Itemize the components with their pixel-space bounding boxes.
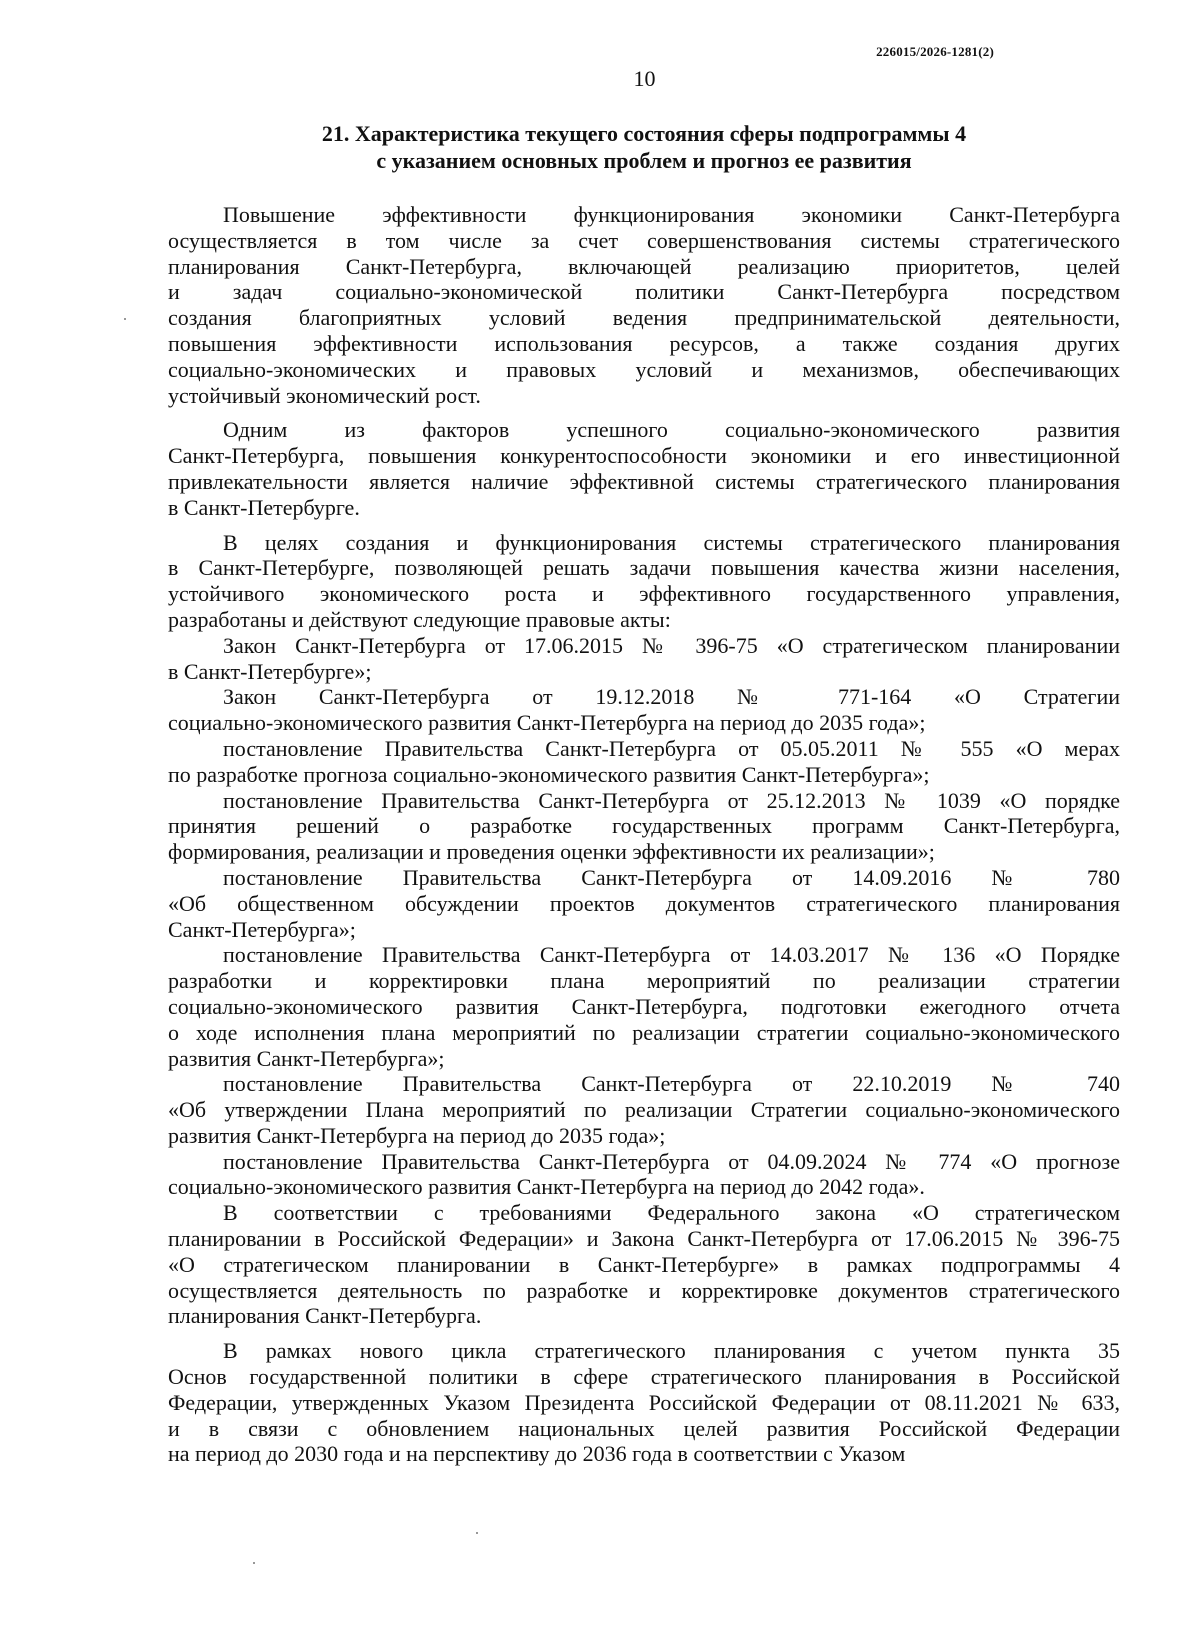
paragraph-line: постановление Правительства Санкт-Петербурга от 14.09.2016 № 780 bbox=[223, 864, 1120, 890]
paragraph-line: В соответствии с требованиями Федерального закона «О стратегическом bbox=[223, 1200, 1120, 1226]
document-body bbox=[168, 202, 1120, 1467]
paragraph-line: постановление Правительства Санкт-Петербурга от 14.03.2017 № 136 «О Порядке bbox=[223, 942, 1120, 968]
paragraph-line: устойчивый экономический рост. bbox=[168, 382, 481, 408]
paragraph bbox=[168, 202, 1120, 408]
paragraph-line: Федерации, утвержденных Указом Президента Российской Федерации от 08.11.2021 № 633, bbox=[168, 1389, 1120, 1415]
paragraph-line: «Об общественном обсуждении проектов документов стратегического планирования bbox=[168, 890, 1120, 916]
paragraph bbox=[168, 684, 1120, 736]
paragraph-line: в Санкт-Петербурге, позволяющей решать задачи повышения качества жизни населения, bbox=[168, 555, 1120, 581]
paragraph bbox=[168, 530, 1120, 633]
paragraph bbox=[168, 865, 1120, 942]
paragraph-line: осуществляется деятельность по разработке и корректировке документов стратегического bbox=[168, 1277, 1120, 1303]
paragraph bbox=[168, 1200, 1120, 1329]
paragraph-line: «О стратегическом планировании в Санкт-Петербурге» в рамках подпрограммы 4 bbox=[168, 1251, 1120, 1277]
paragraph-line: о ходе исполнения плана мероприятий по реализации стратегии социально-экономического bbox=[168, 1019, 1120, 1045]
paragraph-line: на период до 2030 года и на перспективу до 2036 года в соответствии с Указом bbox=[168, 1441, 906, 1467]
paragraph-line: и в связи с обновлением национальных целей развития Российской Федерации bbox=[168, 1415, 1120, 1441]
paragraph-line: Санкт-Петербурга»; bbox=[168, 916, 356, 942]
paragraph-line: по разработке прогноза социально-экономического развития Санкт-Петербурга»; bbox=[168, 761, 930, 787]
document-registration-number: 226015/2026-1281(2) bbox=[876, 44, 994, 59]
paragraph-line: постановление Правительства Санкт-Петербурга от 22.10.2019 № 740 bbox=[223, 1071, 1120, 1097]
paragraph-line: социально-экономического развития Санкт-Петербурга на период до 2035 года»; bbox=[168, 710, 926, 736]
paragraph bbox=[168, 1071, 1120, 1148]
paragraph-line: формирования, реализации и проведения оценки эффективности их реализации»; bbox=[168, 839, 935, 865]
scan-speck bbox=[124, 318, 126, 320]
paragraph bbox=[168, 1149, 1120, 1201]
paragraph-line: развития Санкт-Петербурга на период до 2035 года»; bbox=[168, 1122, 666, 1148]
paragraph-line: социально-экономического развития Санкт-Петербурга, подготовки ежегодного отчета bbox=[168, 993, 1120, 1019]
paragraph-line: разработаны и действуют следующие правовые акты: bbox=[168, 606, 671, 632]
paragraph-line: Одним из факторов успешного социально-экономического развития bbox=[223, 417, 1120, 443]
paragraph-line: Основ государственной политики в сфере стратегического планирования в Российской bbox=[168, 1364, 1120, 1390]
paragraph-line: Санкт-Петербурга, повышения конкурентоспособности экономики и его инвестиционной bbox=[168, 443, 1120, 469]
section-heading-line-2: с указанием основных проблем и прогноз ее развития bbox=[376, 148, 912, 173]
paragraph-line: социально-экономического развития Санкт-Петербурга на период до 2042 года». bbox=[168, 1174, 925, 1200]
paragraph bbox=[168, 417, 1120, 520]
paragraph-line: постановление Правительства Санкт-Петербурга от 25.12.2013 № 1039 «О порядке bbox=[223, 787, 1120, 813]
paragraph-line: привлекательности является наличие эффективной системы стратегического планирования bbox=[168, 468, 1120, 494]
paragraph-line: социально-экономических и правовых условий и механизмов, обеспечивающих bbox=[168, 356, 1120, 382]
paragraph bbox=[168, 1338, 1120, 1467]
paragraph-line: «Об утверждении Плана мероприятий по реализации Стратегии социально-экономического bbox=[168, 1097, 1120, 1123]
paragraph-line: постановление Правительства Санкт-Петербурга от 05.05.2011 № 555 «О мерах bbox=[223, 735, 1120, 761]
paragraph-line: Повышение эффективности функционирования экономики Санкт-Петербурга bbox=[223, 202, 1120, 227]
section-heading bbox=[168, 120, 1120, 174]
paragraph-line: осуществляется в том числе за счет совершенствования системы стратегического bbox=[168, 227, 1120, 253]
paragraph-line: развития Санкт-Петербурга»; bbox=[168, 1045, 445, 1071]
paragraph-line: постановление Правительства Санкт-Петербурга от 04.09.2024 № 774 «О прогнозе bbox=[223, 1148, 1120, 1174]
scan-speck bbox=[253, 1562, 255, 1564]
paragraph bbox=[168, 633, 1120, 685]
paragraph-line: В целях создания и функционирования системы стратегического планирования bbox=[223, 529, 1120, 555]
paragraph-line: Закон Санкт-Петербурга от 17.06.2015 № 396-75 «О стратегическом планировании bbox=[223, 632, 1120, 658]
paragraph-line: и задач социально-экономической политики Санкт-Петербурга посредством bbox=[168, 279, 1120, 305]
paragraph-line: планирования Санкт-Петербурга. bbox=[168, 1303, 482, 1329]
paragraph-line: разработки и корректировки плана мероприятий по реализации стратегии bbox=[168, 968, 1120, 994]
paragraph bbox=[168, 788, 1120, 865]
paragraph-line: в Санкт-Петербурге»; bbox=[168, 658, 372, 684]
paragraph-line: принятия решений о разработке государственных программ Санкт-Петербурга, bbox=[168, 813, 1120, 839]
scan-speck bbox=[476, 1532, 478, 1534]
paragraph bbox=[168, 736, 1120, 788]
paragraph-line: В рамках нового цикла стратегического планирования с учетом пункта 35 bbox=[223, 1338, 1120, 1364]
paragraph-line: устойчивого экономического роста и эффективного государственного управления, bbox=[168, 581, 1120, 607]
paragraph-line: планирования Санкт-Петербурга, включающей реализацию приоритетов, целей bbox=[168, 253, 1120, 279]
paragraph bbox=[168, 942, 1120, 1071]
paragraph-line: планировании в Российской Федерации» и Закона Санкт-Петербурга от 17.06.2015 № 396-75 bbox=[168, 1226, 1120, 1252]
paragraph-line: Закон Санкт-Петербурга от 19.12.2018 № 771-164 «О Стратегии bbox=[223, 684, 1120, 710]
paragraph-line: повышения эффективности использования ресурсов, а также создания других bbox=[168, 330, 1120, 356]
paragraph-line: в Санкт-Петербурге. bbox=[168, 494, 360, 520]
page-number: 10 bbox=[633, 66, 656, 91]
section-heading-line-1: 21. Характеристика текущего состояния сферы подпрограммы 4 bbox=[321, 121, 967, 146]
paragraph-line: создания благоприятных условий ведения предпринимательской деятельности, bbox=[168, 305, 1120, 331]
